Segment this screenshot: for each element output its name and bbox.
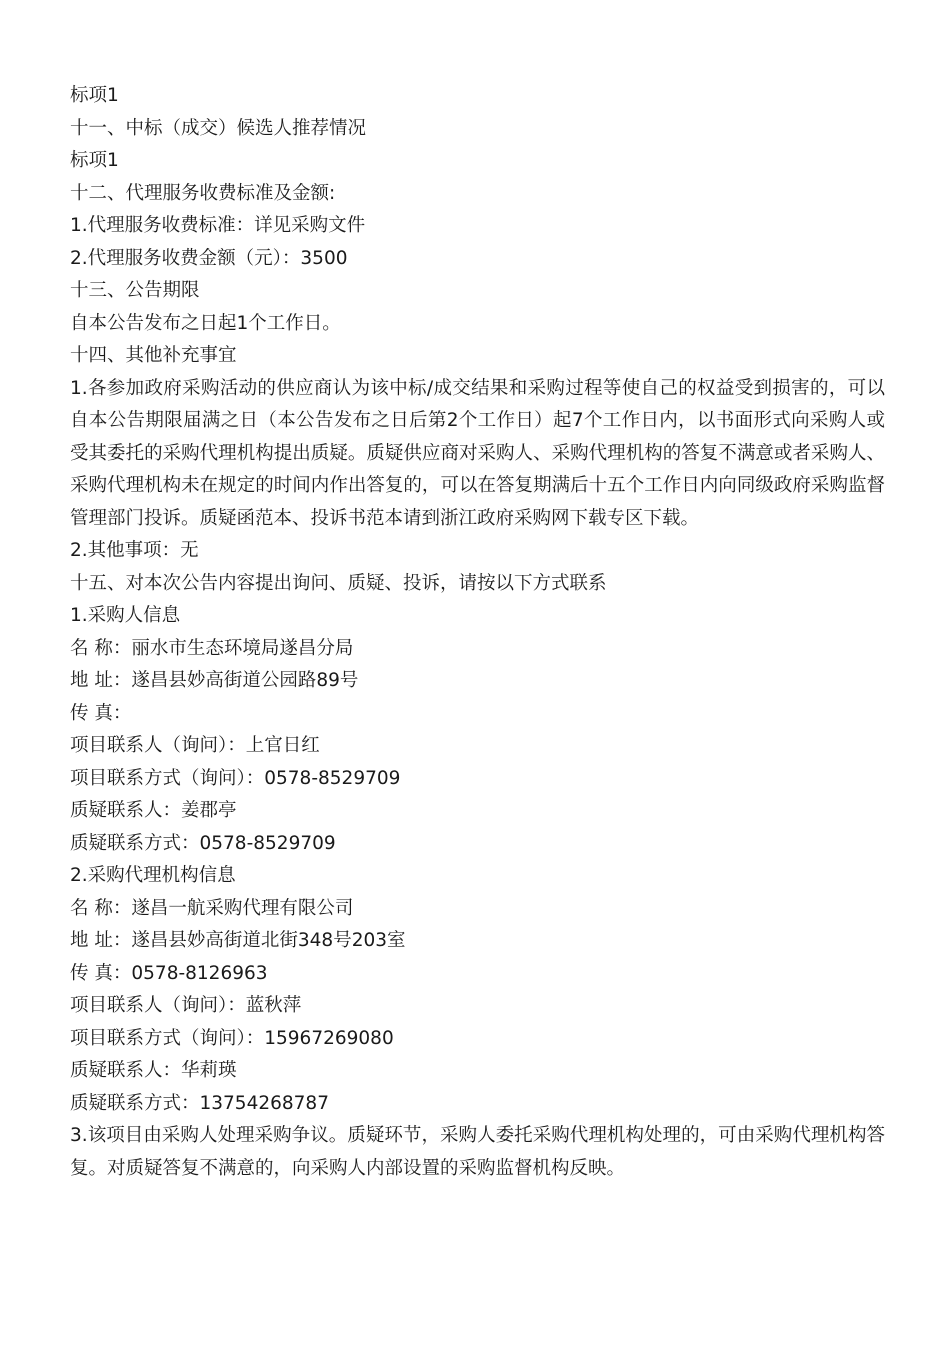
notice-period: 自本公告发布之日起1个工作日。 <box>70 312 341 334</box>
agency-challenge-phone: 质疑联系方式：13754268787 <box>70 1092 329 1114</box>
agency-address: 地 址：遂昌县妙高街道北街348号203室 <box>70 930 406 951</box>
purchaser-phone: 项目联系方式（询问）：0578-8529709 <box>70 767 401 789</box>
section-11-heading: 十一、中标（成交）候选人推荐情况 <box>70 117 367 139</box>
agency-name: 名 称：遂昌一航采购代理有限公司 <box>70 897 354 919</box>
agency-heading: 2.采购代理机构信息 <box>70 865 236 886</box>
fee-standard: 1.代理服务收费标准：详见采购文件 <box>70 215 366 236</box>
purchaser-name: 名 称：丽水市生态环境局遂昌分局 <box>70 637 354 659</box>
purchaser-challenge-phone: 质疑联系方式：0578-8529709 <box>70 832 336 854</box>
agency-phone: 项目联系方式（询问）：15967269080 <box>70 1027 394 1049</box>
purchaser-fax: 传 真： <box>70 702 132 724</box>
lot-label: 标项1 <box>70 150 119 171</box>
agency-challenge-contact: 质疑联系人：华莉瑛 <box>70 1060 237 1081</box>
dispute-note: 3.该项目由采购人处理采购争议。质疑环节，采购人委托采购代理机构处理的，可由采购代理机构答复。对质疑答复不满意的，向采购人内部设置的采购监督机构反映。 <box>70 1125 885 1179</box>
supplement-other: 2.其他事项：无 <box>70 540 199 561</box>
lot-label: 标项1 <box>70 85 119 106</box>
agency-contact: 项目联系人（询问）：蓝秋萍 <box>70 995 302 1016</box>
purchaser-address: 地 址：遂昌县妙高街道公园路89号 <box>70 670 359 691</box>
section-14-heading: 十四、其他补充事宜 <box>70 345 237 366</box>
document-body <box>70 80 885 1185</box>
section-12-heading: 十二、代理服务收费标准及金额: <box>70 182 336 204</box>
fee-amount: 2.代理服务收费金额（元）：3500 <box>70 247 348 269</box>
supplement-paragraph: 1.各参加政府采购活动的供应商认为该中标/成交结果和采购过程等使自己的权益受到损害的，可以自本公告期限届满之日（本公告发布之日后第2个工作日）起7个工作日内，以书面形式向采购人或受其委托的采购代理机构提出质疑。质疑供应商对采购人、采购代理机构的答复不满意或者采购人、采购代理机构未在规定的时间内作出答复的，可以在答复期满后十五个工作日内向同级政府采购监督管理部门投诉。质疑函范本、投诉书范本请到浙江政府采购网下载专区下载。 <box>70 377 885 529</box>
purchaser-challenge-contact: 质疑联系人：姜郡亭 <box>70 800 237 821</box>
agency-fax: 传 真：0578-8126963 <box>70 962 268 984</box>
purchaser-heading: 1.采购人信息 <box>70 605 181 626</box>
section-13-heading: 十三、公告期限 <box>70 280 200 301</box>
purchaser-contact: 项目联系人（询问）：上官日红 <box>70 735 320 756</box>
section-15-heading: 十五、对本次公告内容提出询问、质疑、投诉，请按以下方式联系 <box>70 572 607 594</box>
